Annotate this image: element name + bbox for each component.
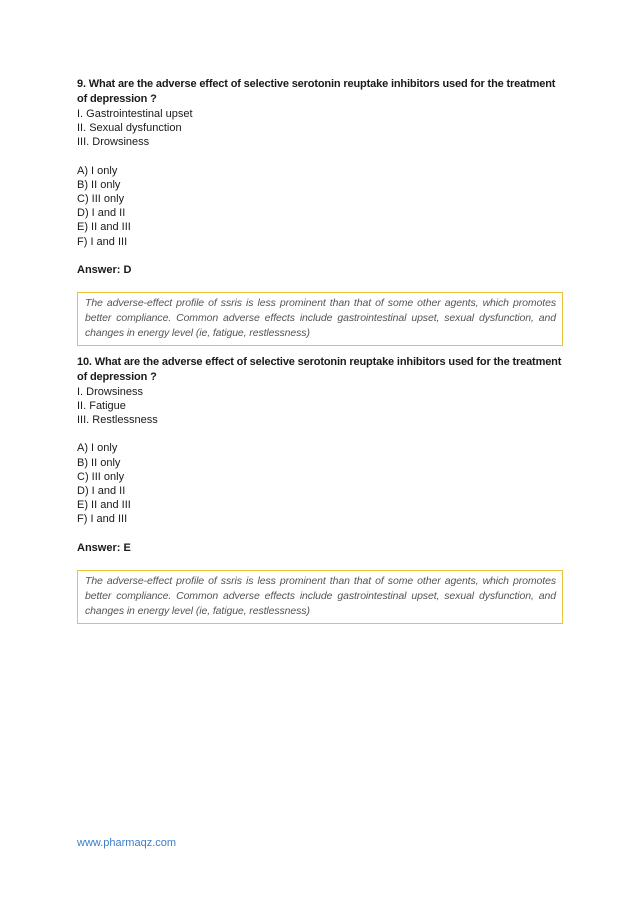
spacer	[77, 150, 563, 164]
option-item: D) I and II	[77, 485, 126, 498]
option-item: C) III only	[77, 193, 125, 206]
statement-item: II. Fatigue	[77, 400, 126, 413]
answer-label: Answer: D	[77, 263, 132, 276]
explanation-box: The adverse-effect profile of ssris is less prominent than that of some other agents, which promotes better compliance. Common adverse effects include gastrointestinal upset, sexual dysfunction, and changes in energy level (ie, fatigue, restlessness)	[77, 570, 563, 624]
statement-item: I. Gastrointestinal upset	[77, 108, 193, 120]
option-item: F) I and III	[77, 235, 128, 248]
option-item: A) I only	[77, 164, 118, 177]
question-9	[77, 77, 563, 346]
option-item: E) II and III	[77, 221, 131, 234]
option-item: F) I and III	[77, 513, 128, 526]
statement-item: III. Drowsiness	[77, 136, 150, 149]
spacer	[77, 346, 563, 355]
spacer	[77, 427, 563, 441]
option-item: B) II only	[77, 456, 121, 469]
option-item: C) III only	[77, 470, 125, 483]
option-item: E) II and III	[77, 499, 131, 512]
statement-item: II. Sexual dysfunction	[77, 122, 182, 135]
statement-item: III. Restlessness	[77, 414, 158, 427]
footer-link[interactable]: www.pharmaqz.com	[77, 837, 177, 849]
option-item: A) I only	[77, 442, 118, 455]
option-item: D) I and II	[77, 207, 126, 220]
explanation-box: The adverse-effect profile of ssris is less prominent than that of some other agents, which promotes better compliance. Common adverse effects include gastrointestinal upset, sexual dysfunction, and changes in energy level (ie, fatigue, restlessness)	[77, 292, 563, 346]
spacer	[77, 527, 563, 541]
statement-item: I. Drowsiness	[77, 385, 144, 398]
spacer	[77, 249, 563, 263]
question-title: 9. What are the adverse effect of selective serotonin reuptake inhibitors used for the treatment of depression ?	[77, 78, 556, 105]
answer-label: Answer: E	[77, 541, 131, 554]
document-page	[77, 77, 563, 624]
question-title: 10. What are the adverse effect of selective serotonin reuptake inhibitors used for the treatment of depression ?	[77, 355, 562, 383]
question-10	[77, 355, 563, 624]
option-item: B) II only	[77, 178, 121, 191]
